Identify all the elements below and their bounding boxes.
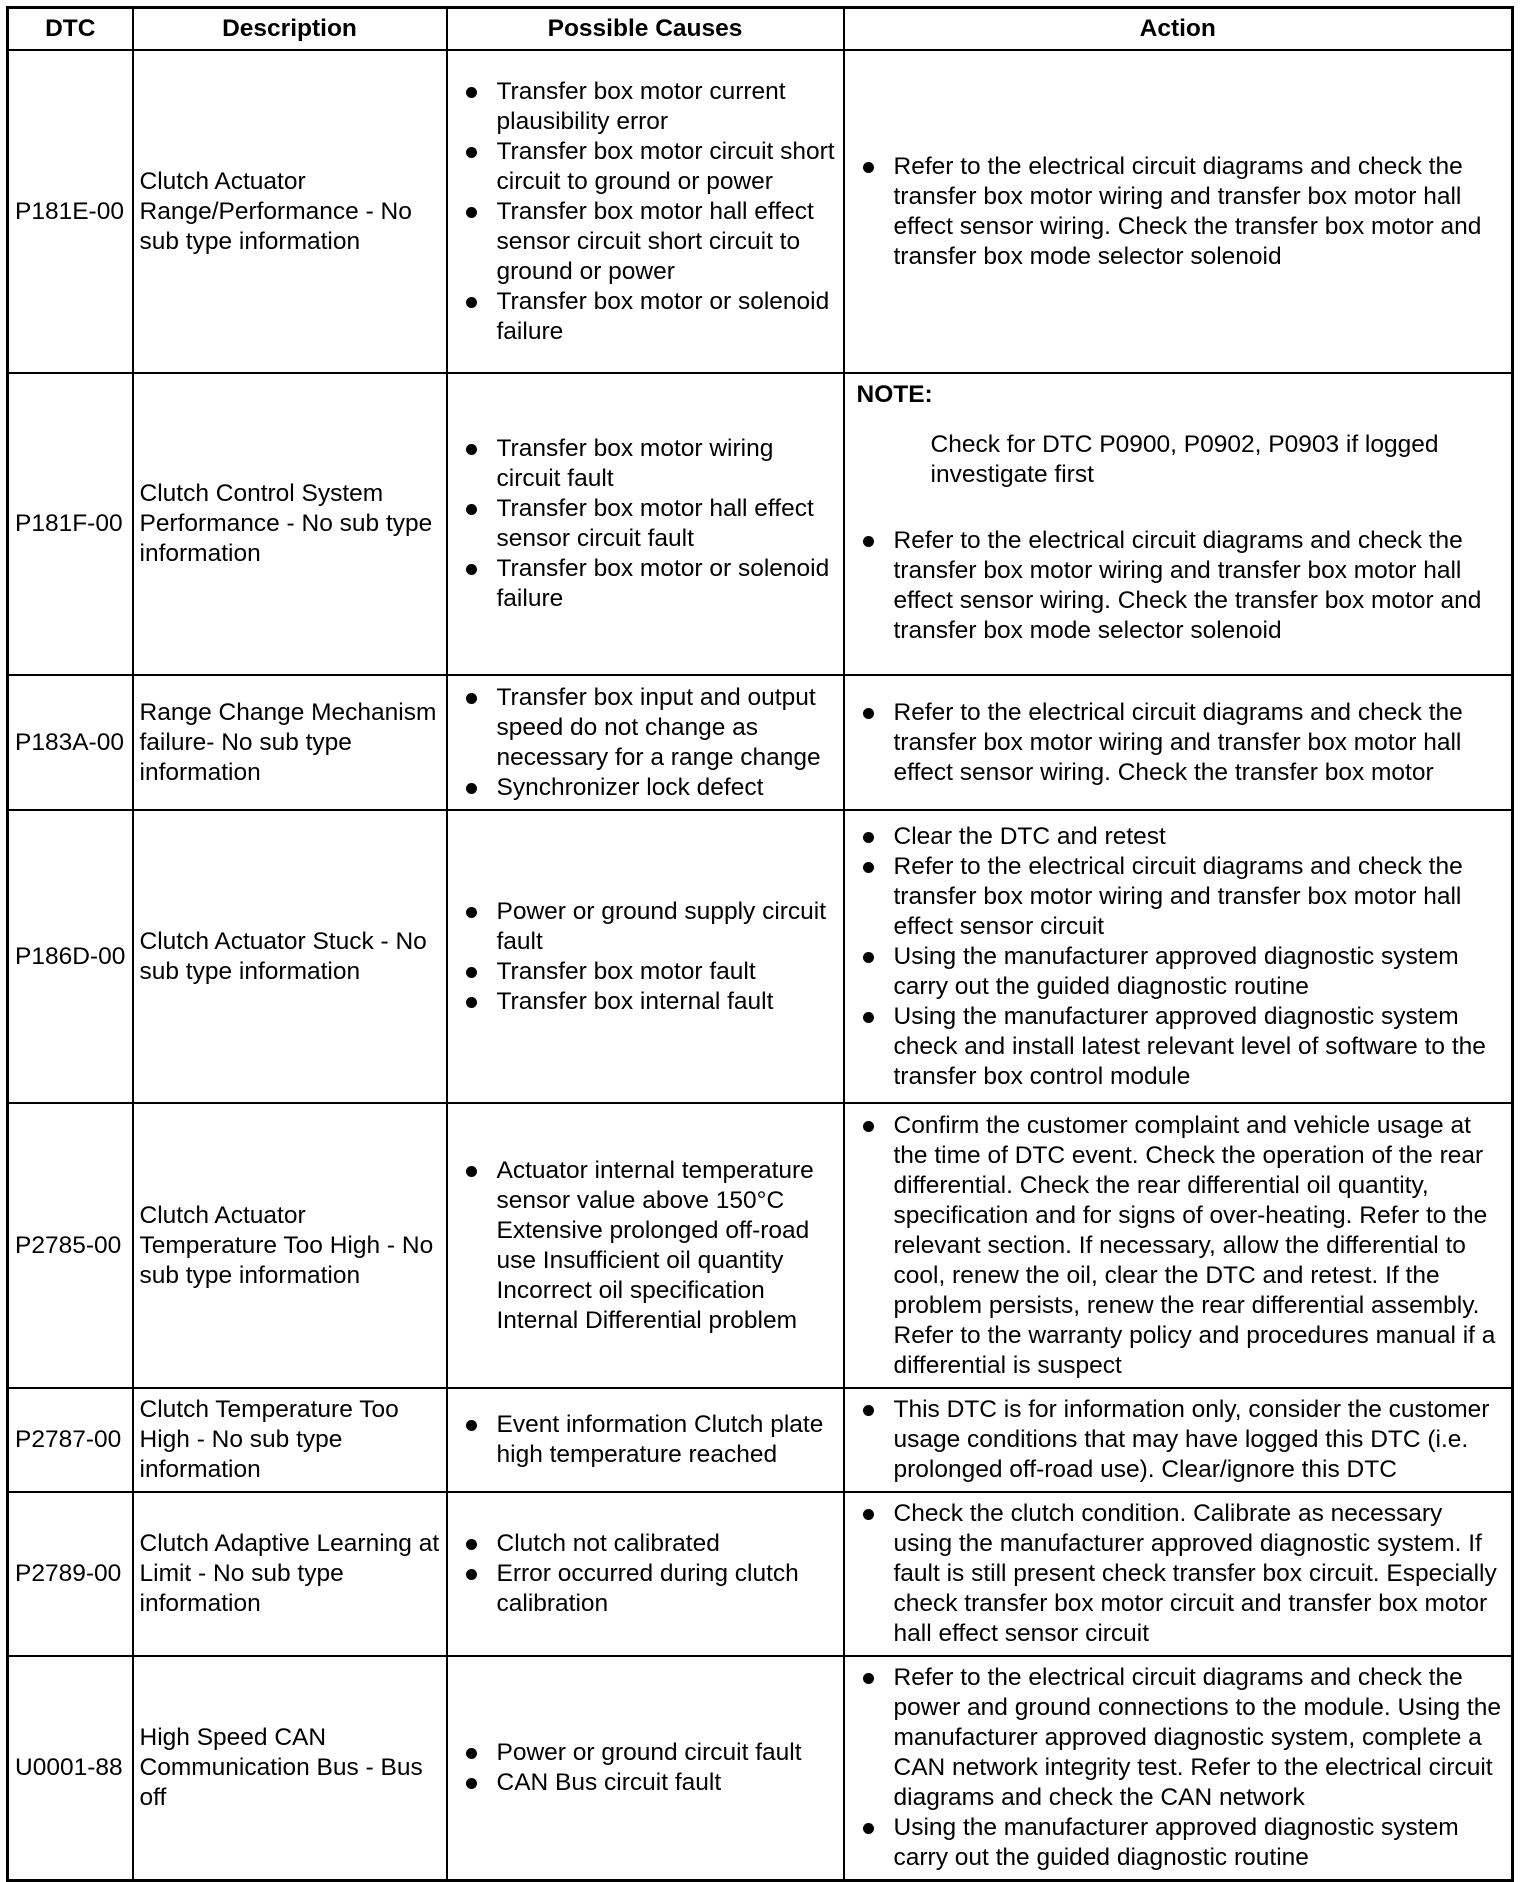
dtc-description: Clutch Actuator Temperature Too High - No sub type information (133, 1103, 447, 1388)
possible-causes (447, 810, 844, 1103)
action-cell (844, 1103, 1513, 1388)
action-cell (844, 675, 1513, 810)
dtc-code: P2785-00 (8, 1103, 133, 1388)
action-item: Using the manufacturer approved diagnostic system carry out the guided diagnostic routine (857, 942, 1506, 1002)
cause-item: Transfer box motor or solenoid failure (460, 554, 837, 614)
dtc-description: Clutch Adaptive Learning at Limit - No sub type information (133, 1492, 447, 1656)
table-row (8, 1103, 1513, 1388)
dtc-description: High Speed CAN Communication Bus - Bus off (133, 1656, 447, 1881)
table-row (8, 810, 1513, 1103)
action-item: Check the clutch condition. Calibrate as necessary using the manufacturer approved diagnostic system. If fault is still present check transfer box circuit. Especially check transfer box motor circuit and transfer box motor hall effect sensor circuit (857, 1499, 1506, 1649)
dtc-description: Clutch Temperature Too High - No sub type information (133, 1388, 447, 1492)
action-cell (844, 50, 1513, 373)
possible-causes (447, 675, 844, 810)
table-row (8, 1492, 1513, 1656)
cause-item: Error occurred during clutch calibration (460, 1559, 837, 1619)
dtc-code: P2789-00 (8, 1492, 133, 1656)
cause-item: Transfer box motor current plausibility error (460, 77, 837, 137)
cause-item: Event information Clutch plate high temperature reached (460, 1410, 837, 1470)
cause-item: Transfer box motor fault (460, 957, 837, 987)
cause-item: Transfer box motor wiring circuit fault (460, 434, 837, 494)
action-item: Refer to the electrical circuit diagrams and check the transfer box motor wiring and transfer box motor hall effect sensor circuit (857, 852, 1506, 942)
dtc-code: P186D-00 (8, 810, 133, 1103)
cause-item: CAN Bus circuit fault (460, 1768, 837, 1798)
action-item: Refer to the electrical circuit diagrams and check the transfer box motor wiring and transfer box motor hall effect sensor wiring. Check the transfer box motor and transfer box mode selector solenoid (857, 526, 1506, 646)
action-cell (844, 1656, 1513, 1881)
possible-causes (447, 1103, 844, 1388)
header-possible-causes: Possible Causes (447, 8, 844, 51)
table-header-row (8, 8, 1513, 51)
header-dtc: DTC (8, 8, 133, 51)
table-row (8, 1388, 1513, 1492)
dtc-table (6, 6, 1514, 1882)
header-action: Action (844, 8, 1513, 51)
cause-item: Transfer box input and output speed do not change as necessary for a range change (460, 683, 837, 773)
table-row (8, 1656, 1513, 1881)
dtc-code: P2787-00 (8, 1388, 133, 1492)
cause-item: Power or ground circuit fault (460, 1738, 837, 1768)
cause-item: Transfer box motor hall effect sensor circuit short circuit to ground or power (460, 197, 837, 287)
possible-causes (447, 373, 844, 675)
dtc-code: P183A-00 (8, 675, 133, 810)
action-item: Clear the DTC and retest (857, 822, 1506, 852)
cause-item: Clutch not calibrated (460, 1529, 837, 1559)
cause-item: Power or ground supply circuit fault (460, 897, 837, 957)
dtc-description: Range Change Mechanism failure- No sub type information (133, 675, 447, 810)
table-row (8, 373, 1513, 675)
cause-item: Synchronizer lock defect (460, 773, 837, 803)
possible-causes (447, 1656, 844, 1881)
header-description: Description (133, 8, 447, 51)
cause-item: Transfer box motor circuit short circuit to ground or power (460, 137, 837, 197)
dtc-code: P181F-00 (8, 373, 133, 675)
action-item: Refer to the electrical circuit diagrams and check the transfer box motor wiring and transfer box motor hall effect sensor wiring. Check the transfer box motor (857, 698, 1506, 788)
action-cell (844, 373, 1513, 675)
dtc-code: U0001-88 (8, 1656, 133, 1881)
cause-item: Transfer box internal fault (460, 987, 837, 1017)
possible-causes (447, 1492, 844, 1656)
action-item: Using the manufacturer approved diagnostic system check and install latest relevant level of software to the transfer box control module (857, 1002, 1506, 1092)
action-item: Confirm the customer complaint and vehicle usage at the time of DTC event. Check the operation of the rear differential. Check the rear differential oil quantity, specification and for signs of over-heating. Refer to the relevant section. If necessary, allow the differential to cool, renew the oil, clear the DTC and retest. If the problem persists, renew the rear differential assembly. Refer to the warranty policy and procedures manual if a differential is suspect (857, 1111, 1506, 1381)
cause-item: Transfer box motor hall effect sensor circuit fault (460, 494, 837, 554)
dtc-description: Clutch Actuator Stuck - No sub type information (133, 810, 447, 1103)
possible-causes (447, 1388, 844, 1492)
note-label: NOTE: (856, 381, 933, 408)
dtc-description: Clutch Control System Performance - No sub type information (133, 373, 447, 675)
action-item: Using the manufacturer approved diagnostic system carry out the guided diagnostic routine (857, 1813, 1506, 1873)
dtc-description: Clutch Actuator Range/Performance - No sub type information (133, 50, 447, 373)
table-row (8, 675, 1513, 810)
possible-causes (447, 50, 844, 373)
action-item: Refer to the electrical circuit diagrams and check the transfer box motor wiring and transfer box motor hall effect sensor wiring. Check the transfer box motor and transfer box mode selector solenoid (857, 152, 1506, 272)
action-cell (844, 1492, 1513, 1656)
table-row (8, 50, 1513, 373)
action-item: This DTC is for information only, consider the customer usage conditions that may have logged this DTC (i.e. prolonged off-road use). Clear/ignore this DTC (857, 1395, 1506, 1485)
action-cell (844, 1388, 1513, 1492)
cause-item: Transfer box motor or solenoid failure (460, 287, 837, 347)
cause-item: Actuator internal temperature sensor value above 150°C Extensive prolonged off-road use Insufficient oil quantity Incorrect oil specification Internal Differential problem (460, 1156, 837, 1336)
action-item: Refer to the electrical circuit diagrams and check the power and ground connections to the module. Using the manufacturer approved diagnostic system, complete a CAN network integrity test. Refer to the electrical circuit diagrams and check the CAN network (857, 1663, 1506, 1813)
dtc-table-container (6, 6, 1511, 1869)
note-text: Check for DTC P0900, P0902, P0903 if logged investigate first (930, 431, 1439, 488)
action-cell (844, 810, 1513, 1103)
dtc-code: P181E-00 (8, 50, 133, 373)
